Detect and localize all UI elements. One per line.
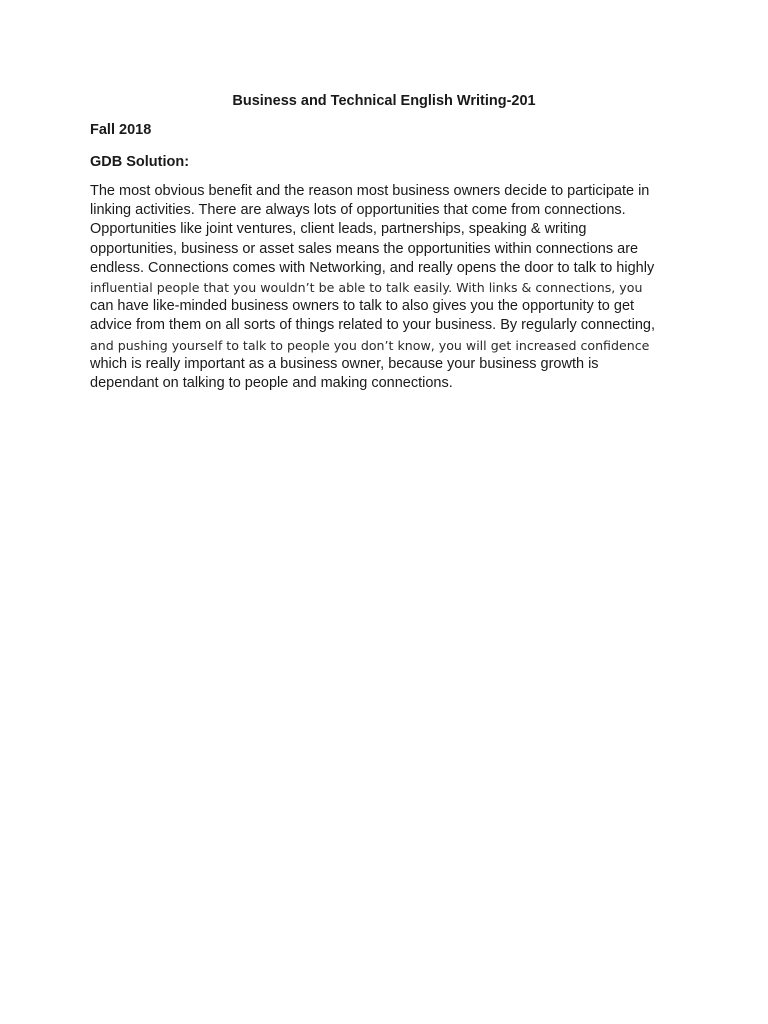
body-line: can have like-minded business owners to talk to also gives you the opportunity to get bbox=[90, 298, 635, 315]
document-title: Business and Technical English Writing-201 bbox=[232, 93, 536, 109]
body-line: opportunities, business or asset sales means the opportunities within connections are bbox=[90, 240, 639, 257]
body-line: endless. Connections comes with Networking, and really opens the door to talk to highly bbox=[90, 259, 655, 276]
semester-heading: Fall 2018 bbox=[90, 122, 152, 138]
body-line: influential people that you wouldn’t be able to talk easily. With links & connections, you bbox=[90, 279, 643, 295]
section-heading: GDB Solution: bbox=[90, 154, 190, 170]
body-line: linking activities. There are always lots of opportunities that come from connections. bbox=[90, 202, 626, 219]
body-paragraph bbox=[90, 182, 690, 393]
body-line: which is really important as a business owner, because your business growth is bbox=[90, 355, 599, 372]
body-line: advice from them on all sorts of things related to your business. By regularly connecting, bbox=[90, 317, 655, 334]
body-line: and pushing yourself to talk to people you don’t know, you will get increased confidence bbox=[90, 337, 650, 353]
body-line: The most obvious benefit and the reason most business owners decide to participate in bbox=[90, 183, 650, 199]
body-line: dependant on talking to people and making connections. bbox=[90, 374, 453, 391]
body-line: Opportunities like joint ventures, client leads, partnerships, speaking & writing bbox=[90, 221, 587, 238]
